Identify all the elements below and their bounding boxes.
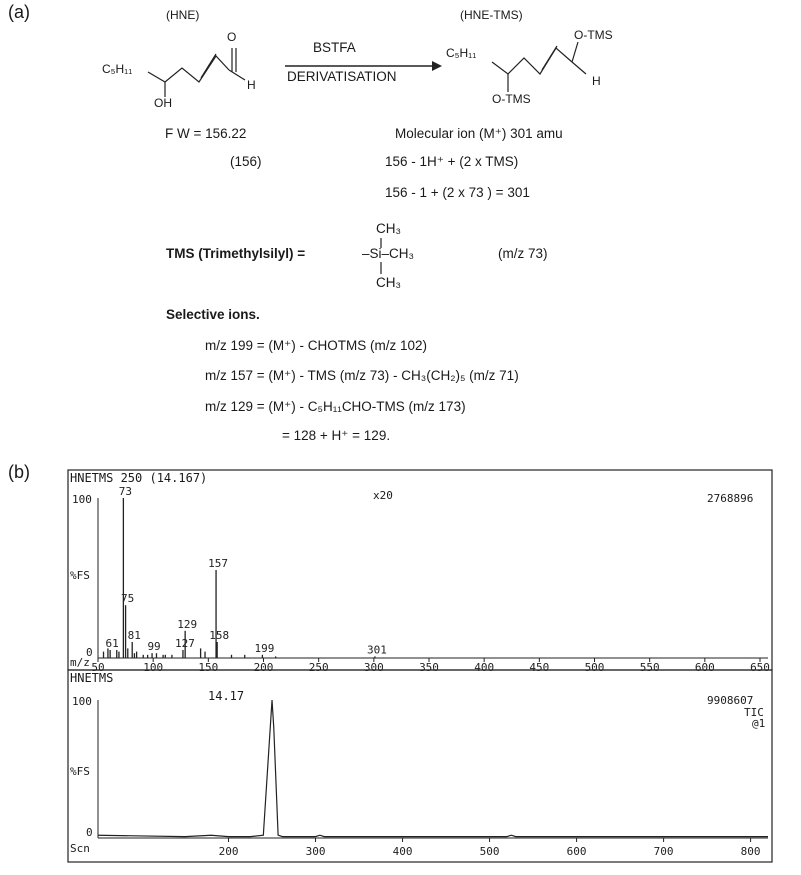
ms-y-zero: 0 bbox=[86, 646, 93, 659]
ms-peak-label: 158 bbox=[209, 629, 230, 642]
ms-x-tick-label: 400 bbox=[474, 661, 495, 674]
ms-peak-label: 75 bbox=[120, 592, 135, 606]
tic-x-tick-label: 500 bbox=[479, 845, 500, 858]
tic-y-top: 100 bbox=[72, 695, 92, 708]
tms-si: –Si–CH₃ bbox=[362, 246, 415, 261]
tic-x-tick-label: 300 bbox=[305, 845, 326, 858]
process-label: DERIVATISATION bbox=[287, 69, 397, 84]
tic-x-tick-label: 800 bbox=[740, 845, 761, 858]
ms-peak-label: 99 bbox=[147, 640, 161, 654]
tic-x-prefix: Scn bbox=[70, 842, 90, 855]
ms-x-prefix: m/z bbox=[70, 656, 90, 669]
tic-label: TIC bbox=[744, 706, 764, 719]
tic-x-tick-label: 200 bbox=[218, 845, 239, 858]
ms-total: 2768896 bbox=[707, 492, 754, 505]
calc-line-2: 156 - 1 + (2 x 73 ) = 301 bbox=[385, 185, 530, 200]
selective-ions-title: Selective ions. bbox=[166, 307, 260, 322]
tic-total: 9908607 bbox=[707, 694, 754, 707]
ms-x-tick-label: 450 bbox=[529, 661, 550, 674]
panel-a-label: (a) bbox=[8, 2, 30, 22]
hne-h: H bbox=[247, 78, 256, 92]
ms-peak-label: 301 bbox=[366, 643, 387, 657]
tms-alkyl: C₅H₁₁ bbox=[446, 46, 477, 60]
reagent-label: BSTFA bbox=[313, 40, 356, 55]
ms-y-mid: %FS bbox=[70, 569, 90, 582]
hne-o: O bbox=[227, 30, 237, 44]
hne-label: (HNE) bbox=[166, 8, 200, 22]
formula-weight: F W = 156.22 bbox=[165, 126, 247, 141]
tms-otms-bottom: O-TMS bbox=[492, 92, 531, 106]
ms-x-tick-label: 300 bbox=[363, 661, 384, 674]
ion-129-calc: = 128 + H⁺ = 129. bbox=[282, 428, 391, 443]
tic-y-mid: %FS bbox=[70, 765, 90, 778]
ms-header: HNETMS 250 (14.167) bbox=[70, 471, 208, 485]
tms-mz: (m/z 73) bbox=[498, 246, 548, 261]
tic-y-zero: 0 bbox=[86, 826, 93, 839]
ms-x-tick-label: 150 bbox=[198, 661, 219, 674]
calc-line-1: 156 - 1H⁺ + (2 x TMS) bbox=[385, 154, 519, 169]
tms-ch3-bottom: CH₃ bbox=[376, 275, 401, 290]
ms-peak-label: 81 bbox=[127, 629, 141, 642]
ms-x-tick-label: 250 bbox=[308, 661, 329, 674]
tic-sub: @1 bbox=[752, 717, 766, 730]
ms-x-tick-label: 500 bbox=[584, 661, 605, 674]
tms-definition: TMS (Trimethylsilyl) = bbox=[166, 246, 306, 261]
ms-x-tick-label: 650 bbox=[750, 661, 770, 674]
ms-peak-label: 157 bbox=[208, 557, 228, 570]
ion-129: m/z 129 = (M⁺) - C₅H₁₁CHO-TMS (m/z 173) bbox=[205, 399, 466, 414]
ms-peak-label: 129 bbox=[177, 617, 198, 631]
tms-h: H bbox=[592, 74, 601, 88]
tic-x-tick-label: 400 bbox=[392, 845, 413, 858]
ms-peak-label: 61 bbox=[105, 637, 119, 650]
ion-199: m/z 199 = (M⁺) - CHOTMS (m/z 102) bbox=[205, 338, 428, 353]
ms-x-tick-label: 600 bbox=[694, 661, 715, 674]
formula-weight-int: (156) bbox=[230, 154, 262, 169]
tic-peak-label: 14.17 bbox=[208, 689, 245, 703]
tic-x-tick-label: 600 bbox=[566, 845, 587, 858]
tms-ch3-top: CH₃ bbox=[376, 221, 401, 236]
molecular-ion: Molecular ion (M⁺) 301 amu bbox=[395, 126, 563, 141]
ms-peak-label: 199 bbox=[254, 641, 275, 655]
ms-x-tick-label: 200 bbox=[253, 661, 274, 674]
ms-x-tick-label: 50 bbox=[91, 661, 105, 674]
ms-x-tick-label: 550 bbox=[639, 661, 660, 674]
ion-157: m/z 157 = (M⁺) - TMS (m/z 73) - CH₃(CH₂)₅ (m/z 71) bbox=[205, 368, 519, 383]
ms-peak-label: 127 bbox=[175, 637, 195, 650]
hne-oh: OH bbox=[154, 96, 172, 110]
tic-x-tick-label: 700 bbox=[653, 845, 674, 858]
hne-tms-label: (HNE-TMS) bbox=[460, 8, 523, 22]
tic-series-line bbox=[98, 700, 768, 837]
ms-x-tick-label: 350 bbox=[419, 661, 439, 674]
tic-header: HNETMS bbox=[70, 671, 114, 685]
ms-peak-label: 73 bbox=[118, 485, 133, 498]
panel-b-label: (b) bbox=[8, 462, 30, 482]
ms-x-tick-label: 100 bbox=[143, 661, 164, 674]
tms-otms-top: O-TMS bbox=[574, 28, 613, 42]
hne-alkyl: C₅H₁₁ bbox=[102, 62, 133, 76]
ms-y-top: 100 bbox=[72, 493, 92, 506]
ms-zoom: x20 bbox=[373, 489, 393, 502]
